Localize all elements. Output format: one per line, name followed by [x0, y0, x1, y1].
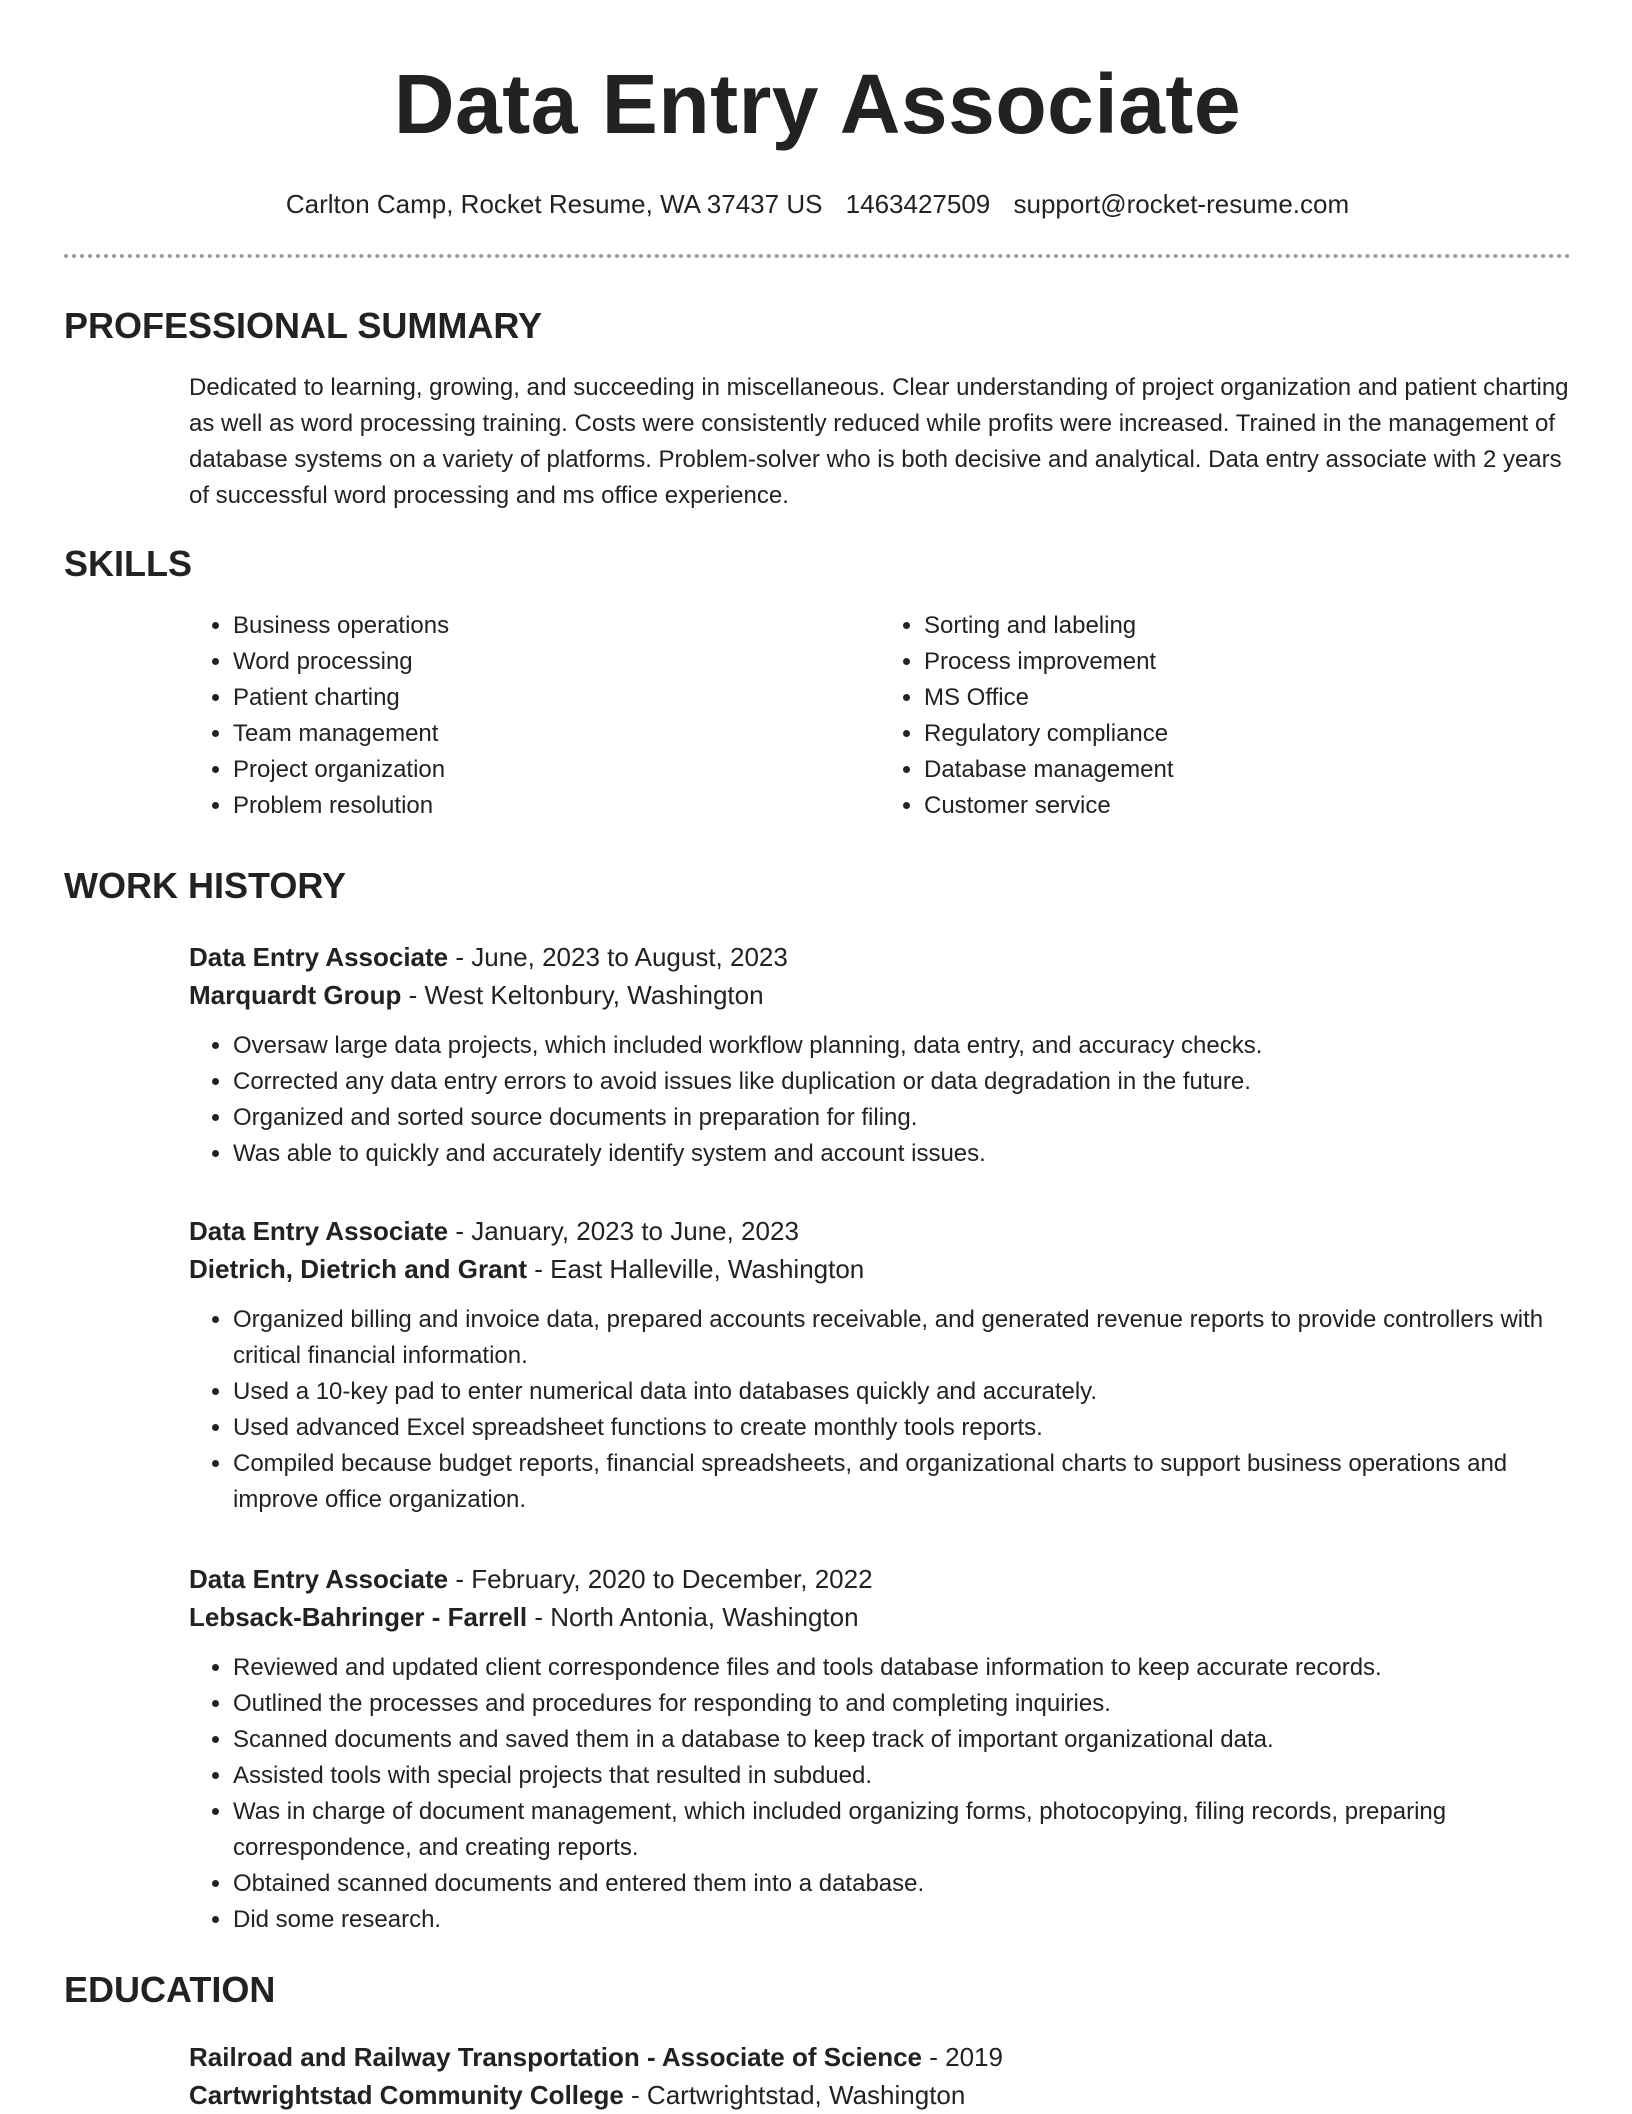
job-bullet: • Scanned documents and saved them in a database to keep track of important organizational data.: [233, 1722, 1571, 1758]
skill-item: • Customer service: [924, 788, 1571, 824]
job-company: Dietrich, Dietrich and Grant: [189, 1254, 528, 1284]
job-bullet: • Oversaw large data projects, which included workflow planning, data entry, and accuracy checks.: [233, 1028, 1571, 1064]
skills-column-left: [189, 608, 880, 824]
education-year: - 2019: [922, 2042, 1003, 2072]
job-bullet: • Assisted tools with special projects that resulted in subdued.: [233, 1758, 1571, 1794]
job-bullet: • Corrected any data entry errors to avoid issues like duplication or data degradation in the future.: [233, 1064, 1571, 1100]
job-bullets: [189, 1028, 1571, 1172]
job-company-line: [189, 976, 1571, 1014]
job-bullet: • Compiled because budget reports, financial spreadsheets, and organizational charts to support business operations and improve office organization.: [233, 1446, 1571, 1518]
job-bullet: • Organized and sorted source documents in preparation for filing.: [233, 1100, 1571, 1136]
skill-item: • Project organization: [233, 752, 880, 788]
job-bullets: [189, 1650, 1571, 1938]
job-bullets: [189, 1302, 1571, 1518]
job-dates: - June, 2023 to August, 2023: [448, 942, 788, 972]
skill-item: • Team management: [233, 716, 880, 752]
job-bullet: • Used advanced Excel spreadsheet functions to create monthly tools reports.: [233, 1410, 1571, 1446]
section-summary: [64, 304, 1571, 514]
summary-text: Dedicated to learning, growing, and succeeding in miscellaneous. Clear understanding of project organization and patient charting as well as word processing training. Costs were consistently reduced while profits were increased. Trained in the management of database systems on a variety of platforms. Problem-solver who is both decisive and analytical. Data entry associate with 2 years of successful word processing and ms office experience.: [189, 374, 1569, 509]
section-skills: [64, 542, 1571, 824]
skill-item: • Process improvement: [924, 644, 1571, 680]
skill-item: • Database management: [924, 752, 1571, 788]
job-bullet: • Was in charge of document management, which included organizing forms, photocopying, filing records, preparing correspondence, and creating reports.: [233, 1794, 1571, 1866]
job-location: - East Halleville, Washington: [527, 1254, 865, 1284]
candidate-name: Data Entry Associate: [393, 57, 1242, 151]
section-work-history: [64, 864, 1571, 1938]
contact-email[interactable]: support@rocket-resume.com: [1013, 189, 1350, 219]
header-divider: [64, 254, 1571, 258]
job-location: - North Antonia, Washington: [527, 1602, 859, 1632]
job-title-line: [189, 1212, 1571, 1250]
section-education: [64, 1968, 1571, 2114]
job-dates: - February, 2020 to December, 2022: [448, 1564, 873, 1594]
job-bullet: • Was able to quickly and accurately identify system and account issues.: [233, 1136, 1571, 1172]
job-company: Marquardt Group: [189, 980, 402, 1010]
education-entry: [189, 2038, 1571, 2114]
education-degree: Railroad and Railway Transportation - Associate of Science: [189, 2042, 923, 2072]
job-location: - West Keltonbury, Washington: [401, 980, 764, 1010]
skill-item: • Business operations: [233, 608, 880, 644]
job-company-line: [189, 1250, 1571, 1288]
job-title-line: [189, 1560, 1571, 1598]
skills-column-right: [880, 608, 1571, 824]
education-location: - Cartwrightstad, Washington: [623, 2080, 966, 2110]
contact-line: [64, 186, 1571, 222]
skill-item: • Regulatory compliance: [924, 716, 1571, 752]
job-bullet: • Organized billing and invoice data, prepared accounts receivable, and generated revenue reports to provide controllers with critical financial information.: [233, 1302, 1571, 1374]
skill-item: • Patient charting: [233, 680, 880, 716]
education-school-line: [189, 2076, 1571, 2114]
job-bullet: • Used a 10-key pad to enter numerical data into databases quickly and accurately.: [233, 1374, 1571, 1410]
contact-address: Carlton Camp, Rocket Resume, WA 37437 US: [285, 189, 823, 219]
job-bullet: • Outlined the processes and procedures for responding to and completing inquiries.: [233, 1686, 1571, 1722]
education-school: Cartwrightstad Community College: [189, 2080, 624, 2110]
job-dates: - January, 2023 to June, 2023: [448, 1216, 799, 1246]
job-entry: [189, 1212, 1571, 1518]
summary-heading: PROFESSIONAL SUMMARY: [64, 305, 543, 346]
contact-phone: 1463427509: [845, 189, 991, 219]
skills-list: [189, 608, 1571, 824]
job-bullet: • Reviewed and updated client correspondence files and tools database information to keep accurate records.: [233, 1650, 1571, 1686]
job-title-line: [189, 938, 1571, 976]
job-role: Data Entry Associate: [189, 1564, 449, 1594]
job-entry: [189, 1560, 1571, 1938]
job-company-line: [189, 1598, 1571, 1636]
job-bullet: • Did some research.: [233, 1902, 1571, 1938]
skill-item: • Word processing: [233, 644, 880, 680]
education-heading: EDUCATION: [64, 1969, 276, 2010]
resume-page: [64, 52, 1571, 2114]
job-bullet: • Obtained scanned documents and entered them into a database.: [233, 1866, 1571, 1902]
job-entry: [189, 938, 1571, 1172]
education-degree-line: [189, 2038, 1571, 2076]
skill-item: • Problem resolution: [233, 788, 880, 824]
job-role: Data Entry Associate: [189, 1216, 449, 1246]
job-role: Data Entry Associate: [189, 942, 449, 972]
skills-heading: SKILLS: [64, 543, 193, 584]
job-company: Lebsack-Bahringer - Farrell: [189, 1602, 528, 1632]
skill-item: • Sorting and labeling: [924, 608, 1571, 644]
skill-item: • MS Office: [924, 680, 1571, 716]
work-heading: WORK HISTORY: [64, 865, 347, 906]
